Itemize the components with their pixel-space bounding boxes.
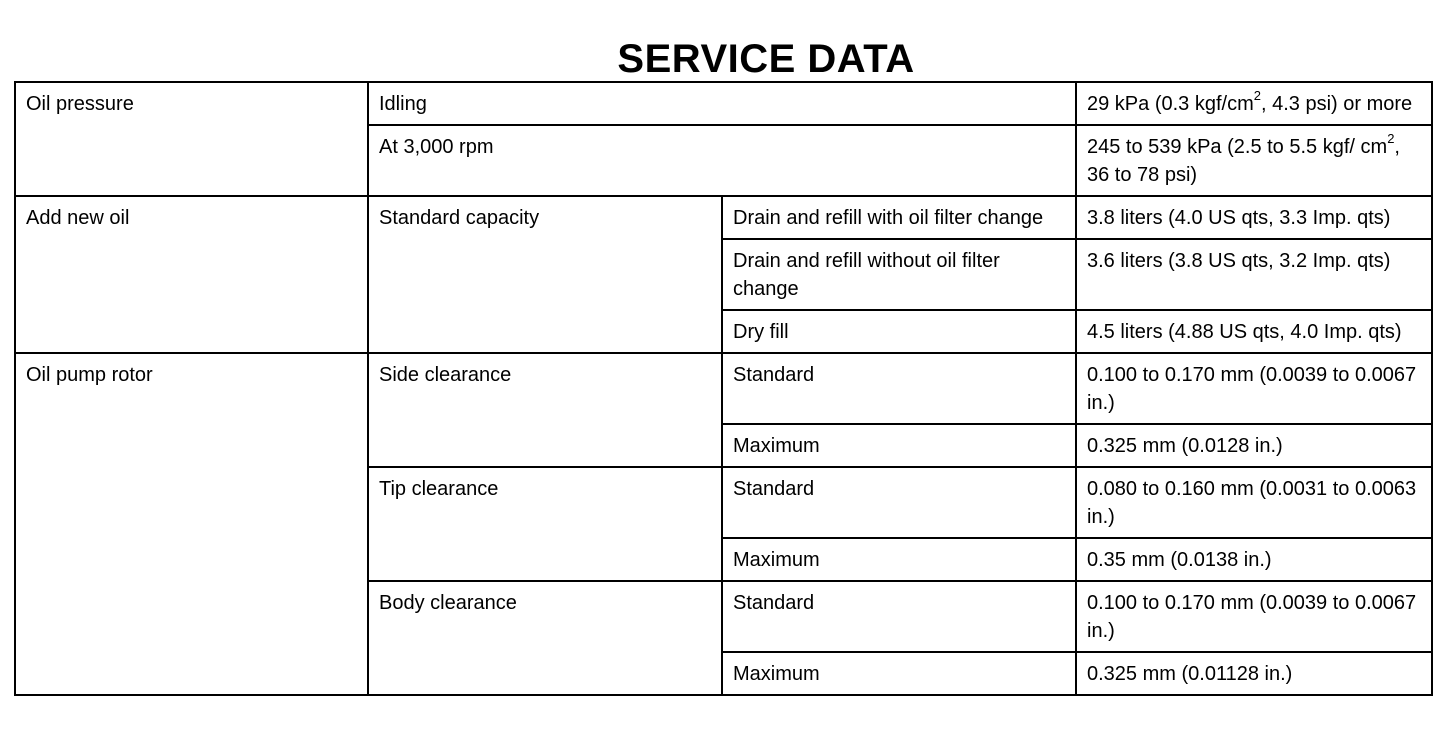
table-row xyxy=(15,196,1432,239)
sub-item-cell: Tip clearance xyxy=(368,467,722,581)
condition-cell: Drain and refill without oil filter change xyxy=(722,239,1076,310)
condition-cell: Standard xyxy=(722,353,1076,424)
value-text: 245 to 539 kPa (2.5 to 5.5 kgf/ cm xyxy=(1087,136,1388,158)
item-cell: Oil pressure xyxy=(15,82,368,196)
value-cell: 0.325 mm (0.0128 in.) xyxy=(1076,424,1432,467)
value-cell: 0.35 mm (0.0138 in.) xyxy=(1076,538,1432,581)
condition-cell: Idling xyxy=(368,82,1076,125)
condition-cell: Maximum xyxy=(722,652,1076,695)
value-cell: 0.100 to 0.170 mm (0.0039 to 0.0067 in.) xyxy=(1076,353,1432,424)
item-cell: Oil pump rotor xyxy=(15,353,368,695)
service-data-table xyxy=(14,81,1433,696)
value-cell: 0.325 mm (0.01128 in.) xyxy=(1076,652,1432,695)
value-cell xyxy=(1076,125,1432,196)
value-cell: 4.5 liters (4.88 US qts, 4.0 Imp. qts) xyxy=(1076,310,1432,353)
value-text: , 36 to 78 psi) xyxy=(1087,136,1400,186)
condition-cell: Dry fill xyxy=(722,310,1076,353)
table-row xyxy=(15,353,1432,424)
value-text: , 4.3 psi) or more xyxy=(1260,93,1413,115)
value-cell: 3.8 liters (4.0 US qts, 3.3 Imp. qts) xyxy=(1076,196,1432,239)
sub-item-cell: Body clearance xyxy=(368,581,722,695)
item-cell: Add new oil xyxy=(15,196,368,353)
value-cell: 0.080 to 0.160 mm (0.0031 to 0.0063 in.) xyxy=(1076,467,1432,538)
value-cell xyxy=(1076,82,1432,125)
superscript: 2 xyxy=(1387,131,1395,147)
condition-cell: Standard xyxy=(722,581,1076,652)
sub-item-cell: Side clearance xyxy=(368,353,722,467)
condition-cell: Drain and refill with oil filter change xyxy=(722,196,1076,239)
condition-cell: Maximum xyxy=(722,538,1076,581)
condition-cell: At 3,000 rpm xyxy=(368,125,1076,196)
superscript: 2 xyxy=(1253,88,1261,104)
value-text: 29 kPa (0.3 kgf/cm xyxy=(1087,93,1254,115)
table-row xyxy=(15,82,1432,125)
condition-cell: Standard xyxy=(722,467,1076,538)
value-cell: 0.100 to 0.170 mm (0.0039 to 0.0067 in.) xyxy=(1076,581,1432,652)
value-cell: 3.6 liters (3.8 US qts, 3.2 Imp. qts) xyxy=(1076,239,1432,310)
sub-item-cell: Standard capacity xyxy=(368,196,722,353)
page-title: SERVICE DATA xyxy=(617,36,915,81)
condition-cell: Maximum xyxy=(722,424,1076,467)
